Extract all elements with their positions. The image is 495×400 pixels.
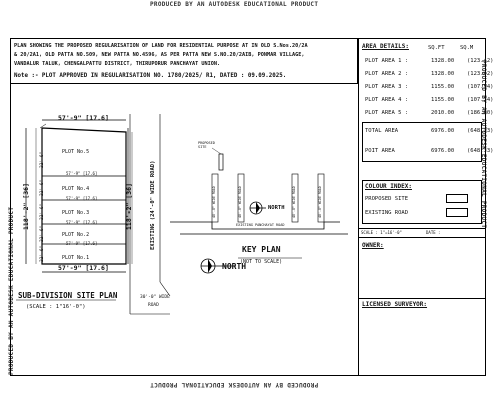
left-dimension: 118'-2" [36] xyxy=(22,183,30,230)
date-label: DATE : xyxy=(426,230,441,235)
plot-label-5: PLOT No.5 xyxy=(62,149,90,155)
watermark-top: PRODUCED BY AN AUTODESK EDUCATIONAL PRODUCT xyxy=(150,1,319,8)
area-row-4 xyxy=(365,97,494,103)
colour-proposed-label: PROPOSED SITE xyxy=(365,196,409,202)
area-row-1 xyxy=(365,58,494,64)
area-row-sqft: 1155.00 xyxy=(431,84,455,90)
area-row-sqft: 2010.00 xyxy=(431,110,455,116)
side-label-2: 22'-6" xyxy=(40,179,45,196)
plot-label-2: PLOT No.2 xyxy=(62,232,90,238)
poit-area-row xyxy=(365,148,494,154)
owner-label: OWNER: xyxy=(362,242,384,249)
area-col-sqft: SQ.FT xyxy=(428,45,445,51)
inner-dim-2: 57'-9" [17.6] xyxy=(66,196,98,201)
area-details-title: AREA DETAILS: xyxy=(362,43,409,50)
area-row-sqm: (123.42) xyxy=(467,71,494,77)
area-row-3 xyxy=(365,84,494,90)
plot-label-3: PLOT No.3 xyxy=(62,210,90,216)
key-road-v2: 40'-0" WIDE ROAD xyxy=(238,186,242,218)
area-row-sqft: 1328.00 xyxy=(431,71,455,77)
area-row-sqft: 1328.00 xyxy=(431,58,455,64)
header-note: Note :- PLOT APPROVED IN REGULARISATION NO. 1780/2025/ R1, DATED : 09.09.2025. xyxy=(14,73,287,79)
plot-label-4: PLOT No.4 xyxy=(62,186,90,192)
colour-index-title: COLOUR INDEX: xyxy=(365,183,412,190)
scale-label: SCALE : 1"=16'-0" xyxy=(361,230,402,235)
header-line-1: PLAN SHOWING THE PROPOSED REGULARISATION OF LAND FOR RESIDENTIAL PURPOSE AT IN OLD S.Nos.20/2A xyxy=(14,43,308,49)
area-row-label: PLOT AREA 5 : xyxy=(365,110,409,116)
area-row-sqm: (107.34) xyxy=(467,84,494,90)
site-plan-drawing xyxy=(10,84,358,376)
side-label-3: 22'-6" xyxy=(40,203,45,220)
inner-dim-3: 57'-9" [17.6] xyxy=(66,220,98,225)
side-label-5: 22'-6" xyxy=(40,245,45,262)
key-plan-subtitle: (NOT TO SCALE) xyxy=(240,259,283,265)
side-label-1: 22'-6" xyxy=(40,151,45,168)
existing-road-label: EXISTING (24'-0" WIDE ROAD) xyxy=(150,160,156,250)
right-dimension: 118'-2" [36] xyxy=(125,183,133,230)
area-row-5 xyxy=(365,110,494,116)
area-row-sqm: (107.34) xyxy=(467,97,494,103)
header-line-3: VANDALUR TALUK, CHENGALPATTU DISTRICT, THIRUPORUR PANCHAYAT UNION. xyxy=(14,61,221,67)
area-row-label: PLOT AREA 2 : xyxy=(365,71,409,77)
poit-area-sqm: (648.33) xyxy=(467,148,494,154)
bottom-dimension: 57'-9" [17.6] xyxy=(58,264,109,272)
total-area-sqm: (648.33) xyxy=(467,128,494,134)
area-row-sqft: 1155.00 xyxy=(431,97,455,103)
key-north-label: NORTH xyxy=(268,205,285,211)
site-north-label: NORTH xyxy=(222,262,247,271)
watermark-left: PRODUCED BY AN AUTODESK EDUCATIONAL PRODUCT xyxy=(8,206,15,375)
inner-dim-4: 57'-9" [17.6] xyxy=(66,241,98,246)
key-road-v1: 40'-0" WIDE ROAD xyxy=(212,186,216,218)
bottom-road-label-1: 30'-0" WIDE xyxy=(140,295,170,300)
key-road-v3: 40'-0" WIDE ROAD xyxy=(292,186,296,218)
panchayat-road-label: EXISTING PANCHAYAT ROAD xyxy=(236,223,285,227)
side-label-4: 22'-6" xyxy=(40,225,45,242)
area-col-sqm: SQ.M xyxy=(460,45,474,51)
area-row-sqm: (123.42) xyxy=(467,58,494,64)
site-plan-title: SUB-DIVISION SITE PLAN xyxy=(18,291,118,300)
poit-area-label: POIT AREA xyxy=(365,148,395,154)
poit-area-sqft: 6976.00 xyxy=(431,148,455,154)
area-row-2 xyxy=(365,71,494,77)
area-row-sqm: (186.80) xyxy=(467,110,494,116)
top-dimension: 57'-9" [17.6] xyxy=(58,114,109,122)
plot-label-1: PLOT No.1 xyxy=(62,255,90,261)
proposed-site-label: PROPOSED SITE xyxy=(198,141,215,149)
bottom-road-label-2: ROAD xyxy=(148,303,159,308)
area-row-label: PLOT AREA 1 : xyxy=(365,58,409,64)
owner-divider xyxy=(358,298,486,299)
surveyor-label: LICENSED SURVEYOR: xyxy=(362,301,428,308)
colour-existing-swatch xyxy=(446,208,468,217)
total-area-label: TOTAL AREA xyxy=(365,128,399,134)
area-row-label: PLOT AREA 3 : xyxy=(365,84,409,90)
key-road-v4: 40'-0" WIDE ROAD xyxy=(318,186,322,218)
area-row-label: PLOT AREA 4 : xyxy=(365,97,409,103)
watermark-bottom: PRODUCED BY AN AUTODESK EDUCATIONAL PRODUCT xyxy=(150,381,319,388)
total-area-row xyxy=(365,128,494,134)
total-area-sqft: 6976.00 xyxy=(431,128,455,134)
watermark-right: PRODUCED BY AN AUTODESK EDUCATIONAL PRODUCT xyxy=(480,60,487,229)
inner-dim-1: 57'-9" [17.6] xyxy=(66,171,98,176)
header-line-2: & 20/2A1, OLD PATTA NO.509, NEW PATTA NO.4596, AS PER PATTA NEW S.NO.20/2AIB, PONMAR VILLAGE, xyxy=(14,52,305,58)
site-plan-scale: (SCALE : 1"16'-0") xyxy=(26,304,86,310)
colour-proposed-swatch xyxy=(446,194,468,203)
key-plan-title: KEY PLAN xyxy=(242,245,281,254)
colour-existing-label: EXISTING ROAD xyxy=(365,210,409,216)
